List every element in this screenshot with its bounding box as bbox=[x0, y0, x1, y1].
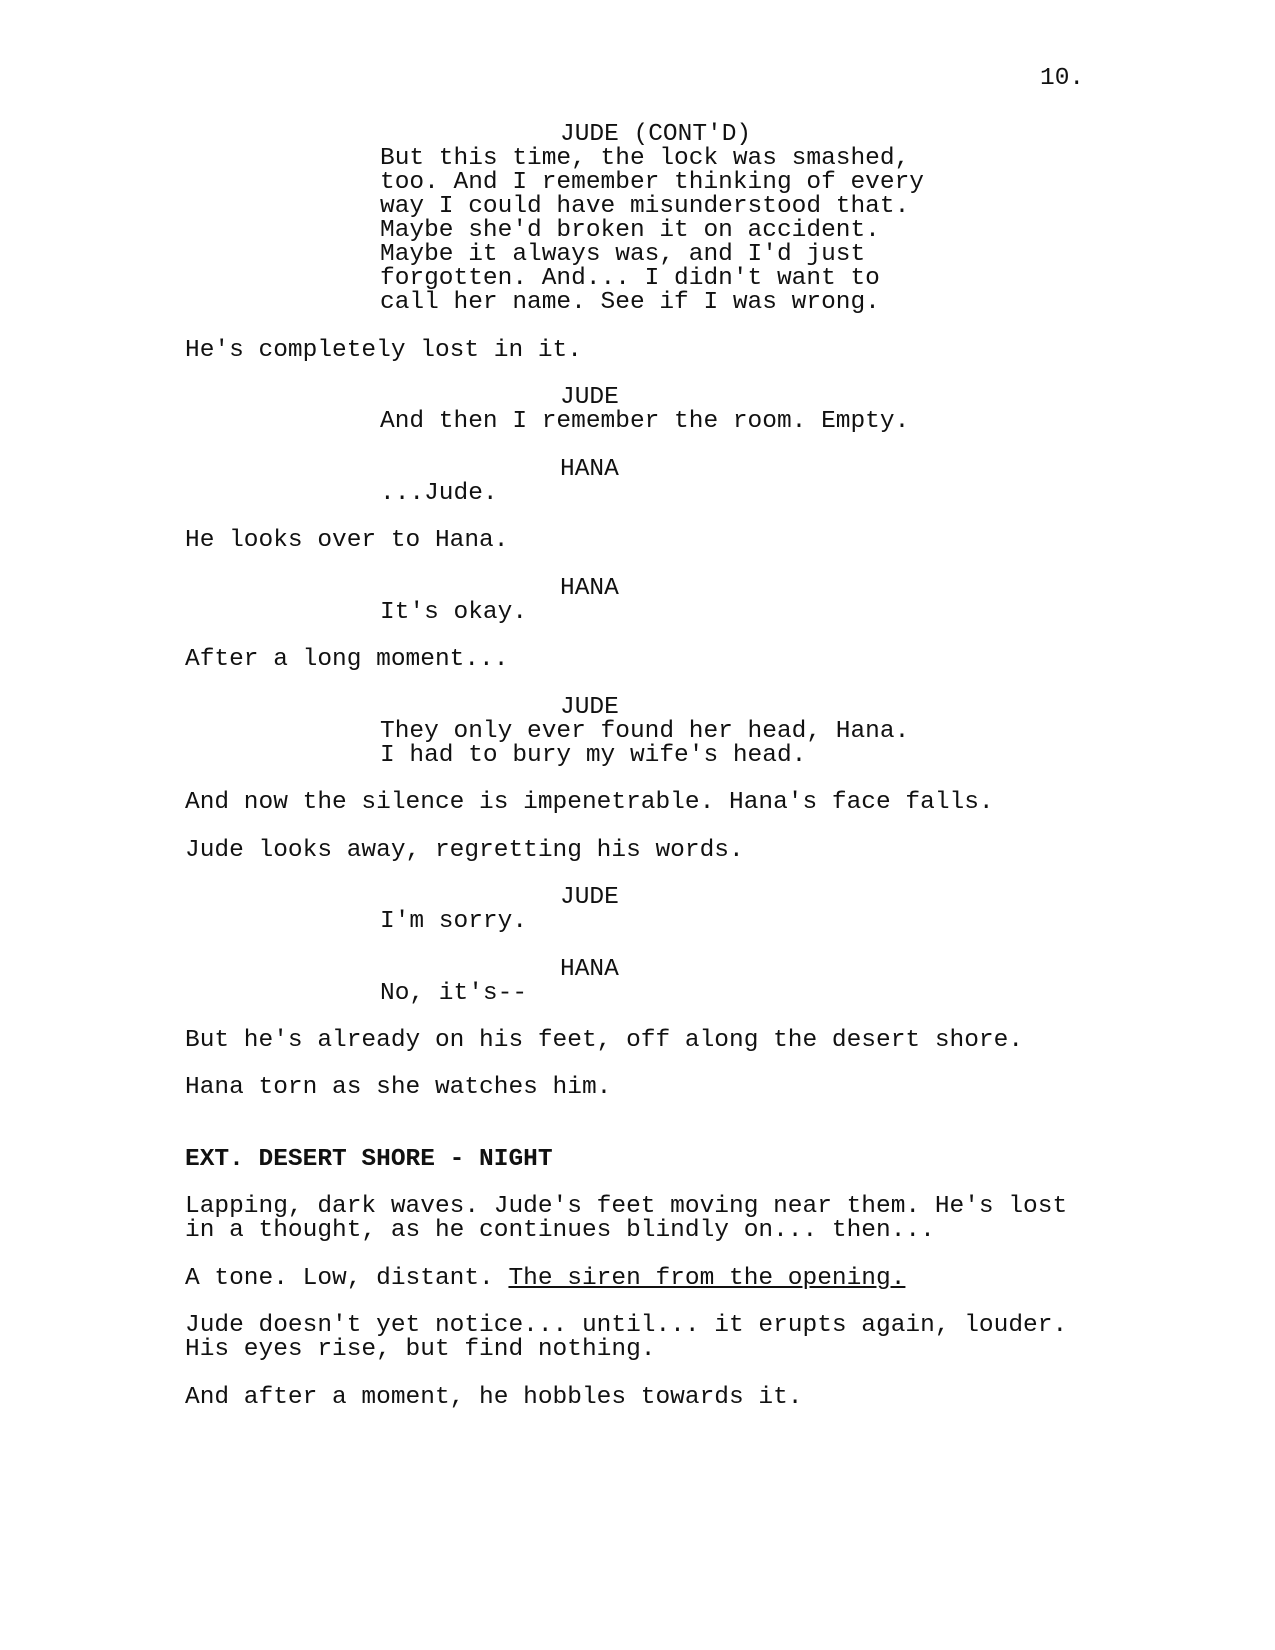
scene-heading: EXT. DESERT SHORE - NIGHT bbox=[185, 1146, 553, 1173]
character-cue: JUDE (CONT'D) bbox=[560, 121, 752, 148]
character-cue: JUDE bbox=[560, 884, 619, 911]
dialogue-line: Maybe it always was, and I'd just bbox=[380, 241, 866, 268]
action-line: Jude doesn't yet notice... until... it erupts again, louder. bbox=[185, 1312, 1068, 1339]
action-line: He's completely lost in it. bbox=[185, 337, 582, 364]
dialogue-line: ...Jude. bbox=[380, 480, 498, 507]
action-line: Jude looks away, regretting his words. bbox=[185, 837, 744, 864]
dialogue-line: call her name. See if I was wrong. bbox=[380, 289, 880, 316]
page-number: 10. bbox=[1040, 65, 1085, 92]
action-line: But he's already on his feet, off along the desert shore. bbox=[185, 1027, 1024, 1054]
dialogue-line: I had to bury my wife's head. bbox=[380, 742, 807, 769]
action-line: in a thought, as he continues blindly on... then... bbox=[185, 1217, 935, 1244]
dialogue-line: I'm sorry. bbox=[380, 908, 528, 935]
underlined-text: The siren from the opening. bbox=[508, 1265, 906, 1292]
action-line: And now the silence is impenetrable. Hana's face falls. bbox=[185, 789, 994, 816]
character-cue: JUDE bbox=[560, 694, 619, 721]
dialogue-line: Maybe she'd broken it on accident. bbox=[380, 217, 880, 244]
dialogue-line: But this time, the lock was smashed, bbox=[380, 145, 910, 172]
action-line: Hana torn as she watches him. bbox=[185, 1074, 612, 1101]
action-line: His eyes rise, but find nothing. bbox=[185, 1336, 656, 1363]
character-cue: HANA bbox=[560, 575, 619, 602]
dialogue-line: way I could have misunderstood that. bbox=[380, 193, 910, 220]
dialogue-line: They only ever found her head, Hana. bbox=[380, 718, 910, 745]
action-line: And after a moment, he hobbles towards it. bbox=[185, 1384, 803, 1411]
action-text: A tone. Low, distant. bbox=[185, 1265, 509, 1292]
character-cue: HANA bbox=[560, 456, 619, 483]
dialogue-line: No, it's-- bbox=[380, 980, 528, 1007]
character-cue: JUDE bbox=[560, 384, 619, 411]
dialogue-line: It's okay. bbox=[380, 599, 528, 626]
dialogue-line: forgotten. And... I didn't want to bbox=[380, 265, 880, 292]
action-line bbox=[185, 1266, 905, 1291]
dialogue-line: And then I remember the room. Empty. bbox=[380, 408, 910, 435]
action-line: He looks over to Hana. bbox=[185, 527, 509, 554]
action-line: Lapping, dark waves. Jude's feet moving near them. He's lost bbox=[185, 1193, 1068, 1220]
character-cue: HANA bbox=[560, 956, 619, 983]
dialogue-line: too. And I remember thinking of every bbox=[380, 169, 924, 196]
action-line: After a long moment... bbox=[185, 646, 509, 673]
